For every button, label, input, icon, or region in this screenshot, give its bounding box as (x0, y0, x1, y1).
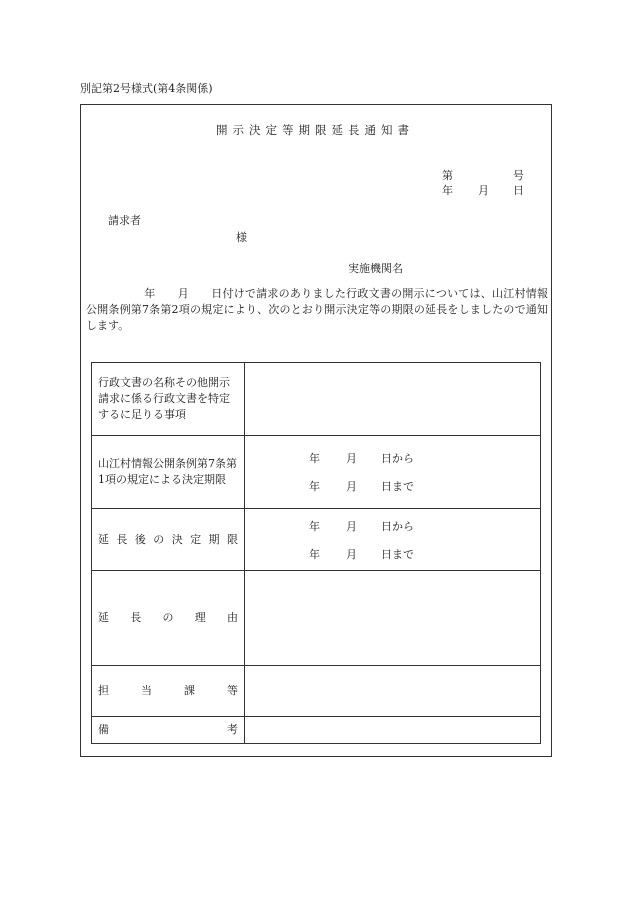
document-identification-label: 行政文書の名称その他開示請求に係る行政文書を特定するに足りる事項 (92, 363, 245, 436)
agency-name-label: 実施機関名 (348, 262, 403, 275)
extension-details-table (91, 362, 541, 744)
from-day: 日から (381, 452, 414, 465)
label-char: 期 (208, 532, 220, 546)
extended-deadline-value (245, 509, 541, 571)
extension-reason-label (92, 571, 245, 666)
until-month: 月 (346, 547, 357, 561)
label-char: 長 (116, 532, 128, 546)
extended-deadline-label (92, 509, 245, 571)
table-row (92, 363, 541, 436)
label-char: 当 (141, 684, 152, 697)
label-char: 延 (98, 532, 109, 546)
until-day: 日まで (381, 480, 414, 493)
label-char: 長 (130, 611, 142, 624)
label-char: 後 (134, 532, 146, 546)
number-prefix: 第 (442, 169, 453, 182)
label-char: 等 (227, 684, 238, 697)
label-char: 理 (194, 611, 206, 624)
document-title: 開示決定等期限延長通知書 (216, 123, 414, 137)
notice-body (86, 286, 548, 334)
from-year: 年 (309, 519, 320, 533)
label-char: 担 (98, 684, 109, 697)
label-char: 限 (226, 532, 238, 546)
responsible-section-value (245, 666, 541, 717)
from-month: 月 (346, 452, 357, 465)
until-month: 月 (346, 480, 357, 493)
requester-label: 請求者 (108, 214, 141, 227)
label-char: 考 (227, 723, 238, 736)
extended-deadline-from (245, 518, 540, 534)
label-char: の (153, 532, 165, 546)
number-suffix: 号 (513, 169, 524, 182)
from-day: 日から (381, 519, 414, 533)
until-year: 年 (309, 480, 320, 493)
original-deadline-value (245, 436, 541, 509)
original-deadline-until (245, 478, 540, 494)
table-row (92, 436, 541, 509)
body-year: 年 (144, 287, 156, 300)
form-reference: 別記第2号様式(第4条関係) (80, 82, 213, 95)
original-deadline-label: 山江村情報公開条例第7条第1項の規定による決定期限 (92, 436, 245, 509)
from-year: 年 (309, 452, 320, 465)
table-row (92, 666, 541, 717)
label-char: 課 (184, 684, 195, 697)
document-identification-value (245, 363, 541, 436)
honorific-sama: 様 (236, 231, 247, 244)
extended-deadline-until (245, 546, 540, 562)
until-day: 日まで (381, 547, 414, 561)
table-row (92, 717, 541, 744)
label-char: 備 (98, 723, 109, 736)
label-char: 決 (171, 532, 183, 546)
date-year: 年 (442, 184, 453, 197)
from-month: 月 (346, 519, 357, 533)
until-year: 年 (309, 547, 320, 561)
original-deadline-from (245, 450, 540, 466)
responsible-section-label (92, 666, 245, 717)
remarks-value (245, 717, 541, 744)
label-char: 延 (98, 611, 109, 624)
label-char: 定 (190, 532, 202, 546)
label-char: の (162, 611, 174, 624)
remarks-label (92, 717, 245, 744)
label-char: 由 (227, 611, 238, 624)
body-month: 月 (177, 287, 189, 300)
table-row (92, 571, 541, 666)
date-day: 日 (513, 184, 524, 197)
extension-reason-value (245, 571, 541, 666)
body-text: 日付けで請求のありました行政文書の開示については、山江村情報公開条例第7条第2項の規定により、次のとおり開示決定等の期限の延長をしましたので通知します。 (86, 287, 548, 332)
date-month: 月 (478, 184, 489, 197)
table-row (92, 509, 541, 571)
